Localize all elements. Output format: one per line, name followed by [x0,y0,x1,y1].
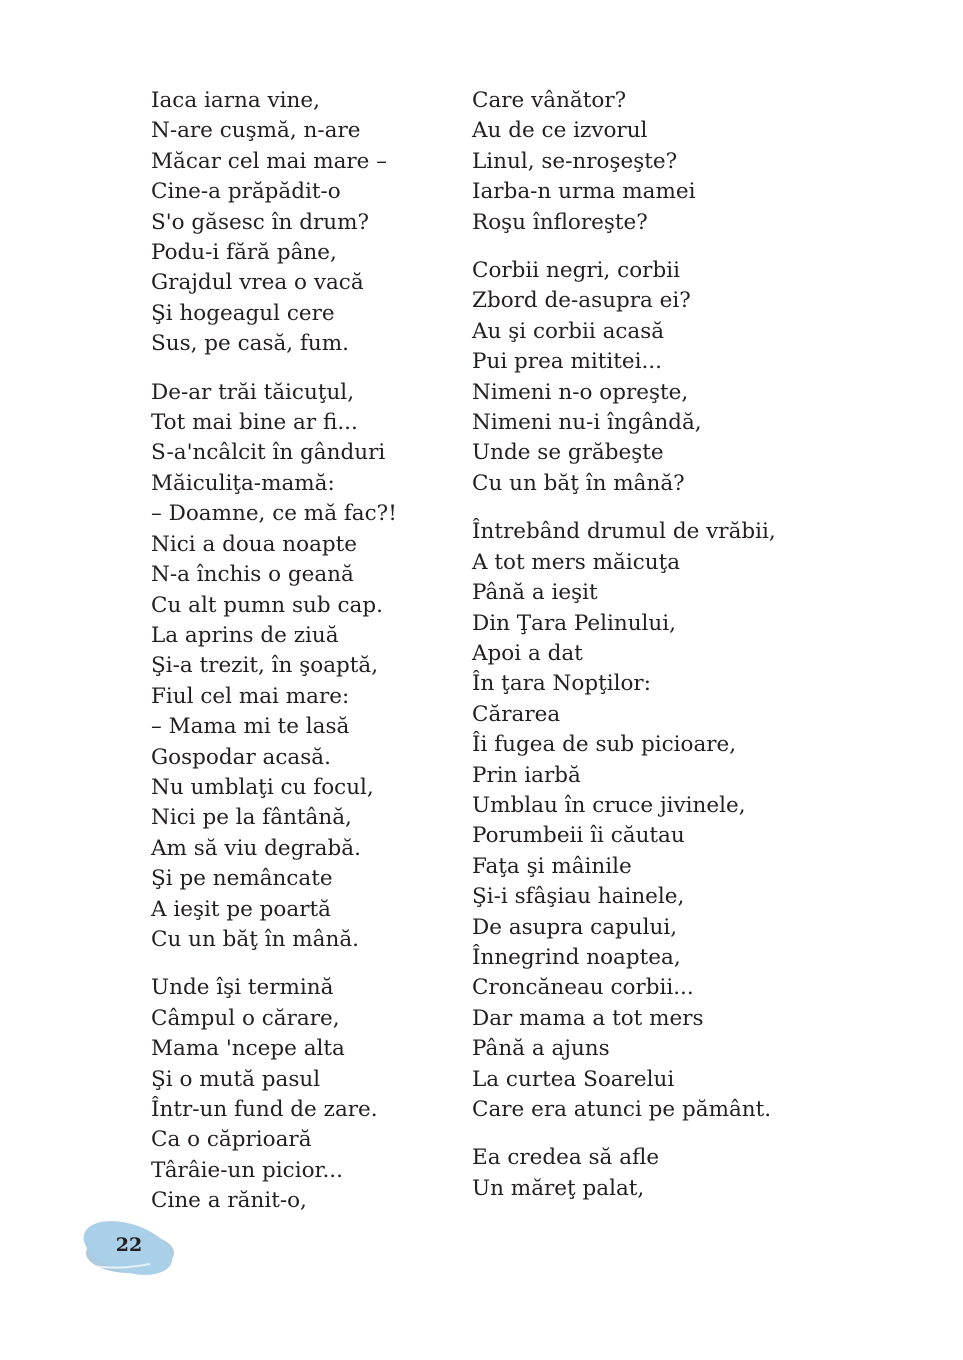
stanza [151,973,451,1216]
poem-line: Fiul cel mai mare: [151,683,350,709]
poem-line: Umblau în cruce jivinele, [472,792,746,818]
poem-line: – Mama mi te lasă [151,714,350,740]
poem-line: Apoi a dat [472,640,583,666]
poem-line: Roşu înfloreşte? [472,209,648,235]
poem-line: În ţara Nopţilor: [472,671,651,697]
poem-line: N-a închis o geană [151,562,354,588]
poem-line: Iarba-n urma mamei [472,179,696,205]
poem-line: Gospodar acasă. [151,744,331,770]
poem-line: Cu un băţ în mână. [151,926,359,952]
poem-line: S-a'ncâlcit în gânduri [151,440,386,466]
poem-line: Din Ţara Pelinului, [472,610,676,636]
poem-line: Cu un băţ în mână? [472,470,685,496]
poem-line: A tot mers măicuţa [472,549,681,575]
poem-line: – Doamne, ce mă fac?! [151,501,397,527]
poem-line: Au şi corbii acasă [472,318,665,344]
poem-line: Măcar cel mai mare – [151,148,387,174]
page-number: 22 [115,1234,143,1256]
poem-line: Şi pe nemâncate [151,866,333,892]
poem-line: Nici pe la fântână, [151,805,352,831]
poem-line: Nimeni nu-i îngândă, [472,410,702,436]
poem-line: Zbord de-asupra ei? [472,288,691,314]
poem-line: Unde îşi termină [151,975,334,1001]
poem-line: Într-un fund de zare. [151,1097,378,1122]
poem-line: Câmpul o cărare, [151,1005,340,1031]
poem-line: De asupra capului, [472,914,678,940]
poem-line: Târâie-un picior... [151,1157,343,1183]
poem-line: Nimeni n-o opreşte, [472,379,689,405]
poem-line: Croncăneau corbii... [472,975,694,1001]
poem-line: Ea credea să afle [472,1145,660,1171]
poem-line: Pui prea mititei... [472,349,662,375]
poem-line: Podu-i fără pâne, [151,240,337,266]
stanza [472,1143,912,1204]
poem-line: Cu alt pumn sub cap. [151,592,383,618]
left-column [151,86,451,1235]
poem-line: La aprins de ziuă [151,622,339,648]
poem-line: Cărarea [472,701,561,727]
poem-line: Am să viu degrabă. [151,835,361,861]
poem-line: Cine-a prăpădit-o [151,179,341,205]
poem-line: Cine a rănit-o, [151,1188,307,1214]
poem-line: Mama 'ncepe alta [151,1036,345,1062]
poem-line: A ieşit pe poartă [151,896,331,922]
poem-line: Faţa şi mâinile [472,853,632,879]
poem-line: Şi o mută pasul [151,1066,321,1092]
poem-line: Nu umblaţi cu focul, [151,774,374,800]
poem-line: Îi fugea de sub picioare, [472,732,737,758]
stanza [472,86,912,238]
poem-line: Linul, se-nroşeşte? [472,148,678,174]
poem-line: Şi-i sfâşiau hainele, [472,884,685,910]
poem-line: Dar mama a tot mers [472,1005,704,1031]
poem-line: Unde se grăbeşte [472,440,664,466]
poem-line: Înnegrind noaptea, [472,944,681,970]
page-number-badge [80,1220,176,1276]
poem-line: Întrebând drumul de vrăbii, [472,519,776,545]
poem-line: Sus, pe casă, fum. [151,331,350,357]
poem-line: Ca o căprioară [151,1127,312,1153]
stanza [151,86,451,360]
poem-line: La curtea Soarelui [472,1066,675,1092]
stanza [472,517,912,1125]
poem-line: Până a ajuns [472,1036,610,1062]
poem-line: Prin iarbă [472,762,581,788]
poem-line: Au de ce izvorul [472,118,648,144]
poem-line: Şi-a trezit, în şoaptă, [151,653,379,679]
poem-line: Grajdul vrea o vacă [151,270,364,296]
poem-line: Tot mai bine ar fi... [151,410,358,436]
poem-line: Un măreţ palat, [472,1175,645,1201]
poem-line: Iaca iarna vine, [151,88,320,113]
poem-line: Care era atunci pe pământ. [472,1097,772,1122]
poem-line: De-ar trăi tăicuţul, [151,379,355,405]
poem-line: Şi hogeagul cere [151,300,335,326]
poem-line: Măiculiţa-mamă: [151,470,335,496]
poem-line: Porumbeii îi căutau [472,823,685,849]
right-column [472,86,912,1222]
stanza [472,256,912,499]
poem-line: Nici a doua noapte [151,531,358,557]
poem-line: S'o găsesc în drum? [151,209,370,235]
stanza [151,378,451,956]
poem-line: Până a ieşit [472,580,598,606]
poem-line: Care vânător? [472,88,627,113]
poem-line: Corbii negri, corbii [472,258,680,284]
poem-line: N-are cuşmă, n-are [151,118,361,144]
